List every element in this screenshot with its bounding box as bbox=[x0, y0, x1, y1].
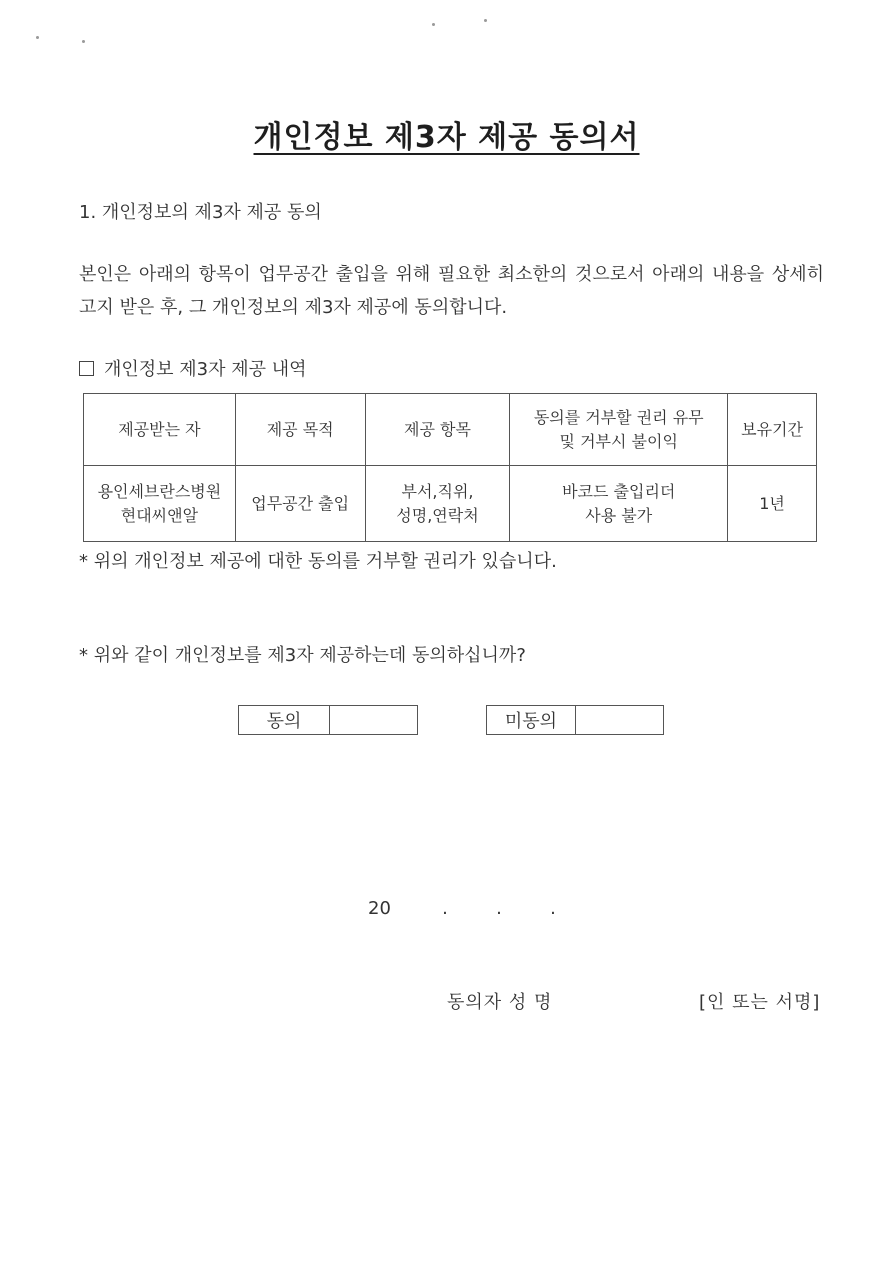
checkbox-square-icon bbox=[79, 361, 94, 376]
section-heading: 1. 개인정보의 제3자 제공 동의 bbox=[79, 202, 322, 223]
cell-items: 부서,직위, 성명,연락처 bbox=[365, 466, 510, 542]
header-recipient: 제공받는 자 bbox=[84, 394, 236, 466]
header-retention: 보유기간 bbox=[728, 394, 817, 466]
agree-label: 동의 bbox=[239, 706, 330, 734]
date-separator: . bbox=[550, 898, 556, 919]
agree-mark-box[interactable] bbox=[330, 706, 417, 734]
date-separator: . bbox=[442, 898, 448, 919]
cell-refusal-consequence: 바코드 출입리더 사용 불가 bbox=[510, 466, 728, 542]
scan-speck bbox=[484, 19, 487, 22]
table-header-row bbox=[84, 394, 817, 466]
cell-purpose: 업무공간 출입 bbox=[235, 466, 365, 542]
agree-checkbox-group[interactable] bbox=[238, 705, 418, 735]
header-refusal-right: 동의를 거부할 권리 유무 및 거부시 불이익 bbox=[510, 394, 728, 466]
consent-paragraph: 본인은 아래의 항목이 업무공간 출입을 위해 필요한 최소한의 것으로서 아래의 내용을 상세히 고지 받은 후, 그 개인정보의 제3자 제공에 동의합니다. bbox=[79, 264, 824, 318]
date-field[interactable] bbox=[368, 898, 580, 919]
table-row bbox=[84, 466, 817, 542]
document-title bbox=[0, 112, 893, 156]
cell-retention: 1년 bbox=[728, 466, 817, 542]
consent-question: * 위와 같이 개인정보를 제3자 제공하는데 동의하십니까? bbox=[79, 645, 526, 666]
scan-speck bbox=[36, 36, 39, 39]
scan-speck bbox=[432, 23, 435, 26]
signer-name-label: 동의자 성 명 bbox=[447, 992, 553, 1013]
disagree-checkbox-group[interactable] bbox=[486, 705, 664, 735]
table-heading-label: 개인정보 제3자 제공 내역 bbox=[104, 359, 307, 380]
disagree-label: 미동의 bbox=[487, 706, 576, 734]
provision-table bbox=[83, 393, 817, 542]
scan-speck bbox=[82, 40, 85, 43]
header-purpose: 제공 목적 bbox=[235, 394, 365, 466]
header-items: 제공 항목 bbox=[365, 394, 510, 466]
date-year-prefix: 20 bbox=[368, 898, 391, 919]
table-heading bbox=[79, 355, 307, 381]
document-title-text: 개인정보 제3자 제공 동의서 bbox=[253, 120, 640, 155]
refusal-right-note: * 위의 개인정보 제공에 대한 동의를 거부할 권리가 있습니다. bbox=[79, 551, 557, 572]
cell-recipient: 용인세브란스병원 현대씨앤알 bbox=[84, 466, 236, 542]
disagree-mark-box[interactable] bbox=[576, 706, 663, 734]
date-separator: . bbox=[496, 898, 502, 919]
seal-or-signature-label[interactable]: [인 또는 서명] bbox=[699, 992, 821, 1013]
